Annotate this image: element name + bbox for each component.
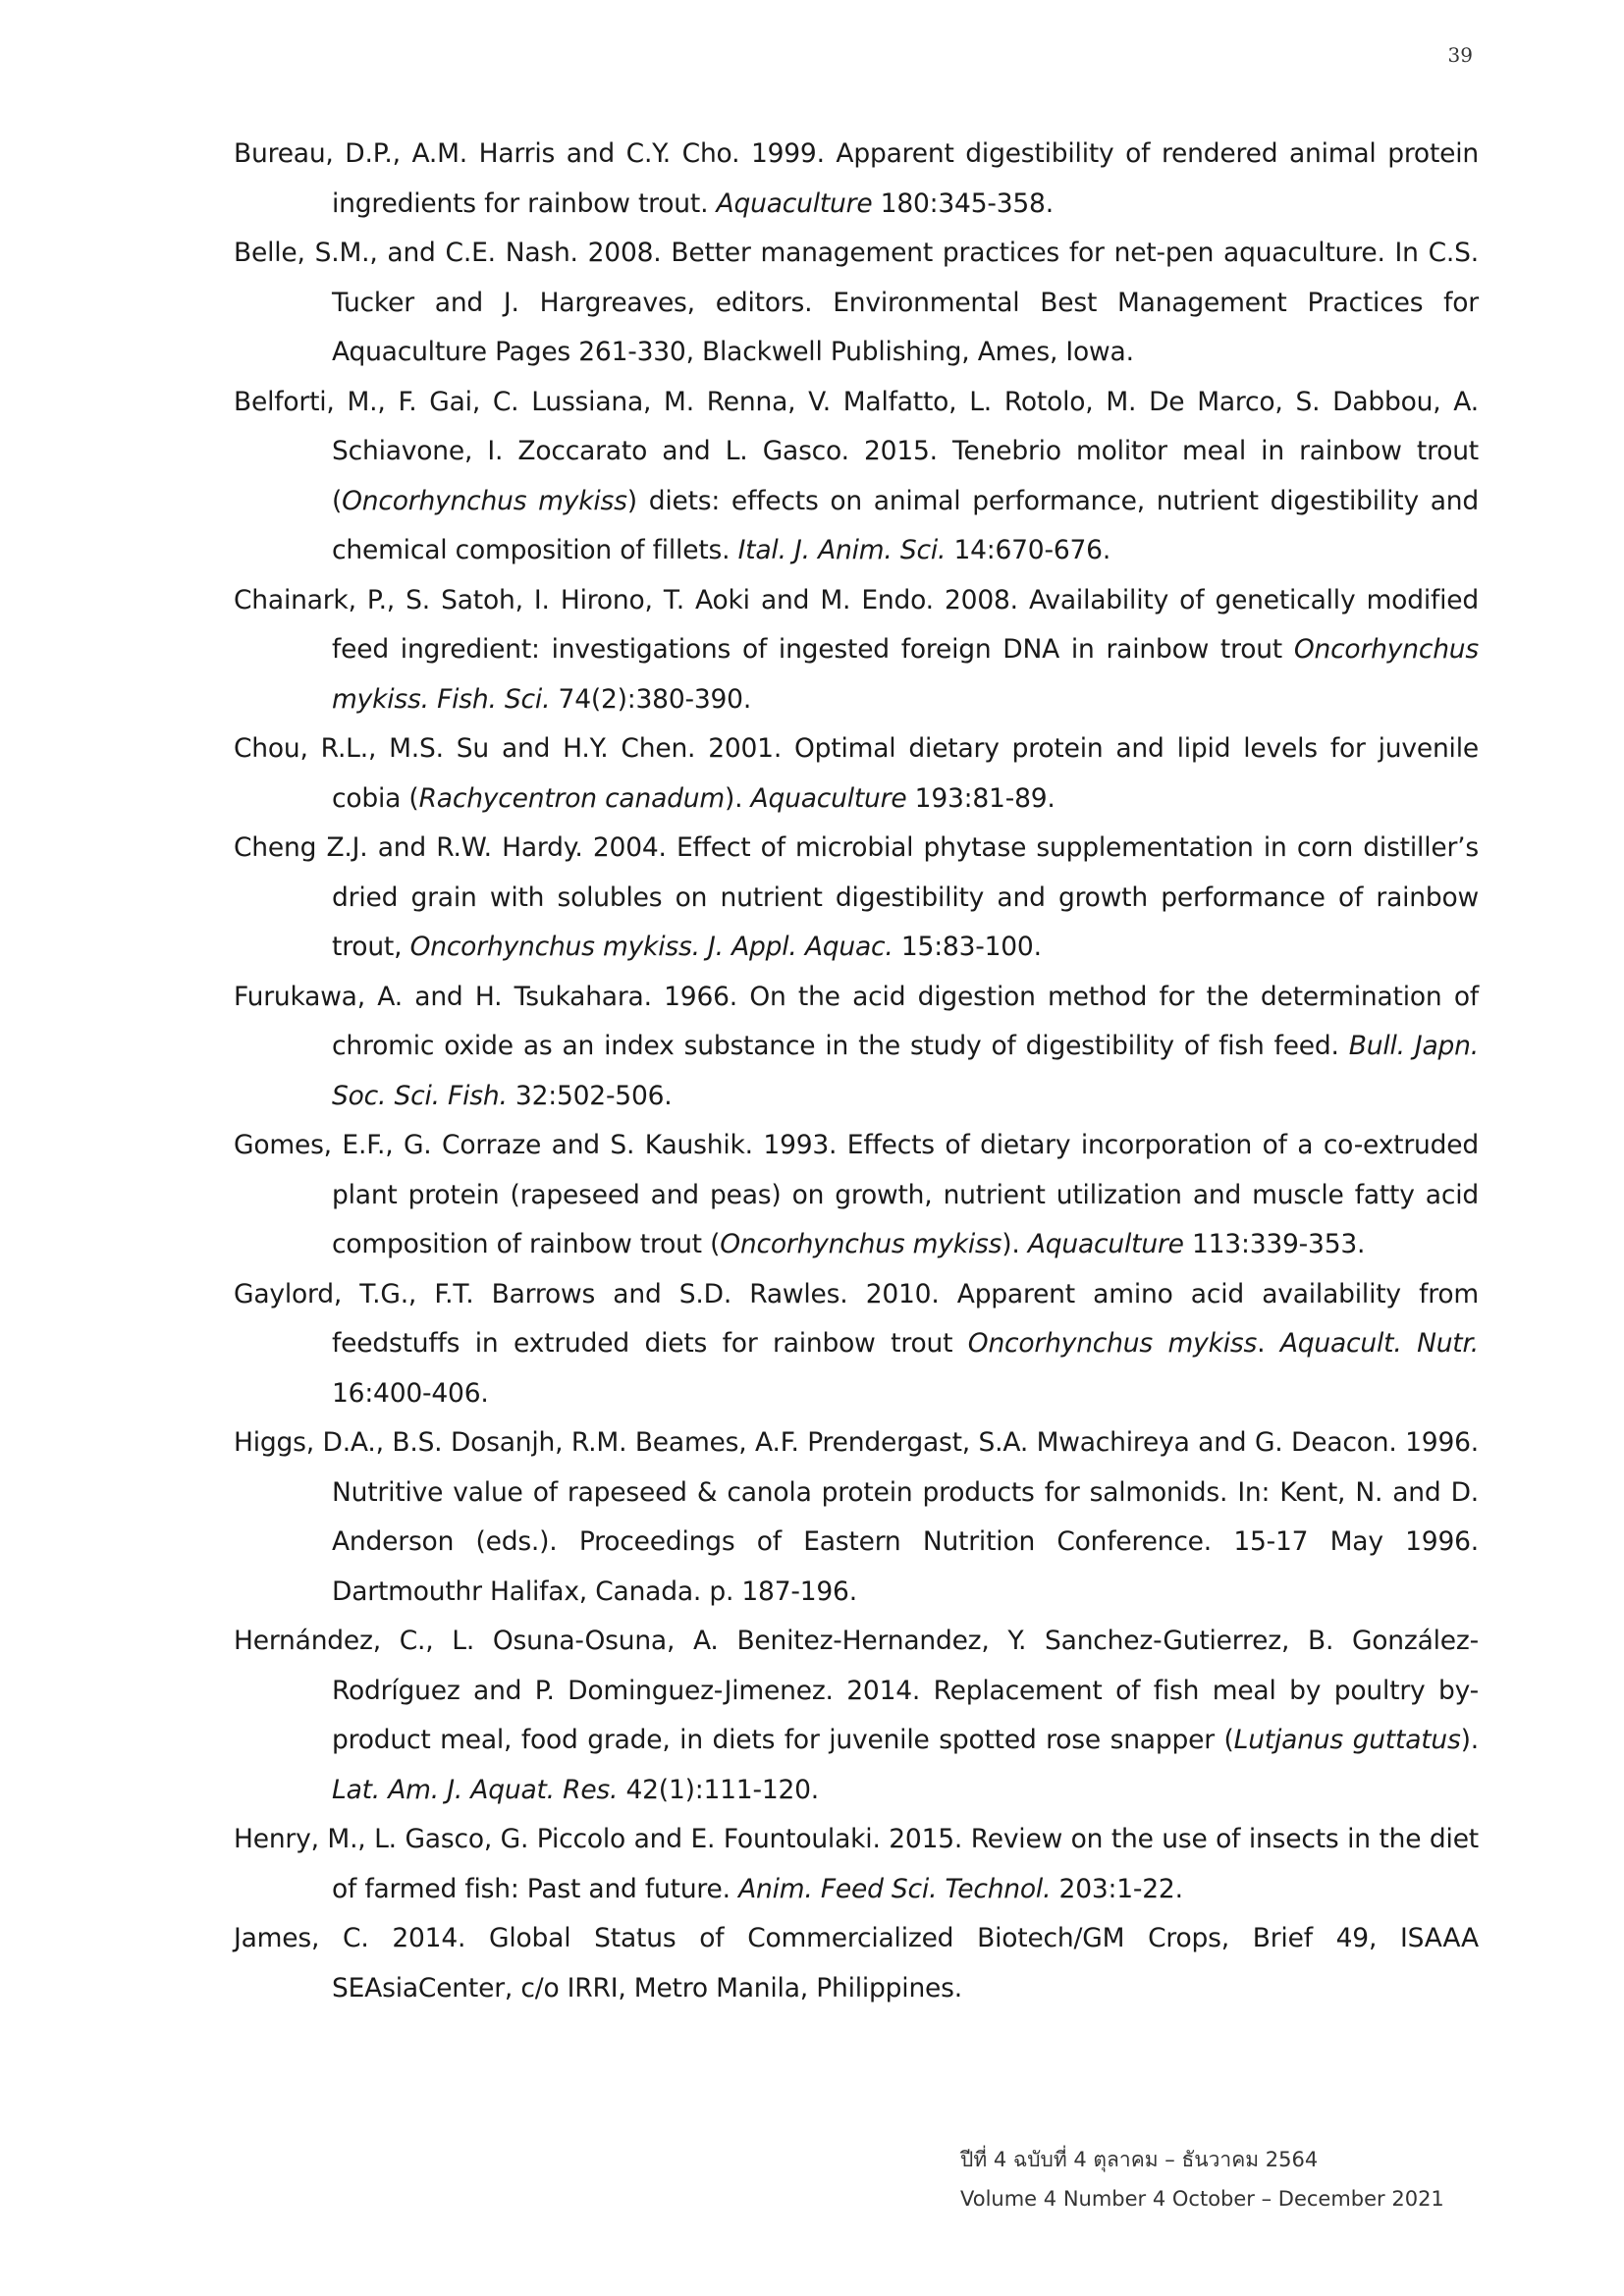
reference-text: 193:81-89. [906,782,1056,814]
reference-italic-text: Ital. J. Anim. Sci. [737,535,947,565]
footer-thai-issue-line: ปีที่ 4 ฉบับที่ 4 ตุลาคม – ธันวาคม 2564 [960,2148,1319,2171]
reference-text: 113:339-353. [1183,1229,1366,1259]
reference-entry [234,1418,1479,1617]
reference-text: Higgs, D.A., B.S. Dosanjh, R.M. Beames, A.F. Prendergast, S.A. Mwachireya and G. Deacon. 1996. Nutritive value of rapeseed & canola protein products for salmonids. In: Kent, N. and D. Anderson (eds.). Proceedings of Eastern Nutrition Conference. 15-17 May 1996. Dartmouthr Halifax, Canada. p. 187-196. [234,1427,1479,1607]
reference-text: ) diets: effects on animal performance, nutrient digestibility and chemical composition of fillets. [332,485,1479,565]
reference-italic-text: Rachycentron canadum [418,782,725,814]
reference-text: Gomes, E.F., G. Corraze and S. Kaushik. 1993. Effects of dietary incorporation of a co-extruded plant protein (rapeseed and peas) on growth, nutrient utilization and muscle fatty acid composition of rainbow trout ( [234,1130,1479,1259]
reference-text: Gaylord, T.G., F.T. Barrows and S.D. Rawles. 2010. Apparent amino acid availability from feedstuffs in extruded diets for rainbow trout [234,1278,1479,1359]
footer-english-issue-line: Volume 4 Number 4 October – December 2021 [960,2187,1444,2211]
reference-italic-text: Bull. Japn. Soc. Sci. Fish. [332,1031,1479,1111]
reference-italic-text: Aquaculture [750,782,907,814]
reference-entry [234,576,1479,725]
reference-text: 180:345-358. [872,187,1054,219]
reference-italic-text: Oncorhynchus mykiss. J. Appl. Aquac. [409,932,893,962]
reference-entry [234,1617,1479,1815]
reference-text: ). [724,782,751,814]
reference-text: . [1257,1328,1280,1359]
reference-italic-text: Oncorhynchus mykiss [967,1328,1258,1359]
reference-entry [234,378,1479,576]
reference-text: Cheng Z.J. and R.W. Hardy. 2004. Effect of microbial phytase supplementation in corn distiller’s dried grain with solubles on nutrient digestibility and growth performance of rainbow trout, [234,832,1479,962]
reference-text: Belle, S.M., and C.E. Nash. 2008. Better management practices for net-pen aquaculture. In C.S. Tucker and J. Hargreaves, editors. Environmental Best Management Practices for Aquaculture Pages 261-330, Blackwell Publishing, Ames, Iowa. [234,238,1479,367]
reference-entry [234,130,1479,229]
reference-text: Furukawa, A. and H. Tsukahara. 1966. On the acid digestion method for the determination of chromic oxide as an index substance in the study of digestibility of fish feed. [234,981,1479,1061]
reference-italic-text: Oncorhynchus mykiss [720,1229,1002,1259]
reference-text: 203:1-22. [1051,1873,1183,1904]
reference-entry [234,824,1479,973]
reference-text: 16:400-406. [332,1377,489,1409]
reference-list [234,130,1479,2013]
reference-text: 74(2):380-390. [550,683,752,715]
reference-italic-text: Lat. Am. J. Aquat. Res. [332,1774,619,1805]
reference-entry [234,1270,1479,1419]
reference-italic-text: Oncorhynchus mykiss. Fish. Sci. [332,634,1479,715]
reference-text: Henry, M., L. Gasco, G. Piccolo and E. Fountoulaki. 2015. Review on the use of insects in the diet of farmed fish: Past and future. [234,1824,1479,1904]
reference-text: Chou, R.L., M.S. Su and H.Y. Chen. 2001. Optimal dietary protein and lipid levels for juvenile cobia ( [234,733,1479,814]
reference-text: Hernández, C., L. Osuna-Osuna, A. Benitez-Hernandez, Y. Sanchez-Gutierrez, B. González-Rodríguez and P. Dominguez-Jimenez. 2014. Replacement of fish meal by poultry by-product meal, food grade, in diets for juvenile spotted rose snapper ( [234,1626,1479,1755]
reference-text: Belforti, M., F. Gai, C. Lussiana, M. Renna, V. Malfatto, L. Rotolo, M. De Marco, S. Dabbou, A. Schiavone, I. Zoccarato and L. Gasco. 2015. Tenebrio molitor meal in rainbow trout ( [234,386,1479,516]
reference-entry [234,1914,1479,2013]
reference-entry [234,1815,1479,1914]
reference-italic-text: Lutjanus guttatus [1233,1725,1461,1755]
reference-entry [234,973,1479,1122]
reference-entry [234,724,1479,824]
reference-text: Chainark, P., S. Satoh, I. Hirono, T. Aoki and M. Endo. 2008. Availability of genetically modified feed ingredient: investigations of ingested foreign DNA in rainbow trout [234,584,1479,665]
page-footer [960,2140,1444,2218]
reference-italic-text: Aquaculture [1027,1229,1184,1259]
reference-text: James, C. 2014. Global Status of Commercialized Biotech/GM Crops, Brief 49, ISAAA SEAsiaCenter, c/o IRRI, Metro Manila, Philippines. [234,1923,1479,2003]
reference-italic-text: Aquacult. Nutr. [1279,1328,1479,1359]
reference-text: 15:83-100. [893,932,1042,962]
reference-text: 32:502-506. [507,1080,673,1111]
reference-text: Bureau, D.P., A.M. Harris and C.Y. Cho. 1999. Apparent digestibility of rendered animal protein ingredients for rainbow trout. [234,138,1479,219]
reference-italic-text: Anim. Feed Sci. Technol. [738,1873,1052,1904]
reference-entry [234,1121,1479,1270]
page-number: 39 [1447,43,1473,67]
reference-text: 14:670-676. [946,535,1111,565]
reference-italic-text: Aquaculture [716,187,873,219]
reference-text: ). [1460,1725,1479,1755]
reference-text: 42(1):111-120. [618,1774,820,1805]
reference-entry [234,229,1479,378]
reference-italic-text: Oncorhynchus mykiss [342,485,627,516]
reference-text: ). [1001,1229,1028,1259]
